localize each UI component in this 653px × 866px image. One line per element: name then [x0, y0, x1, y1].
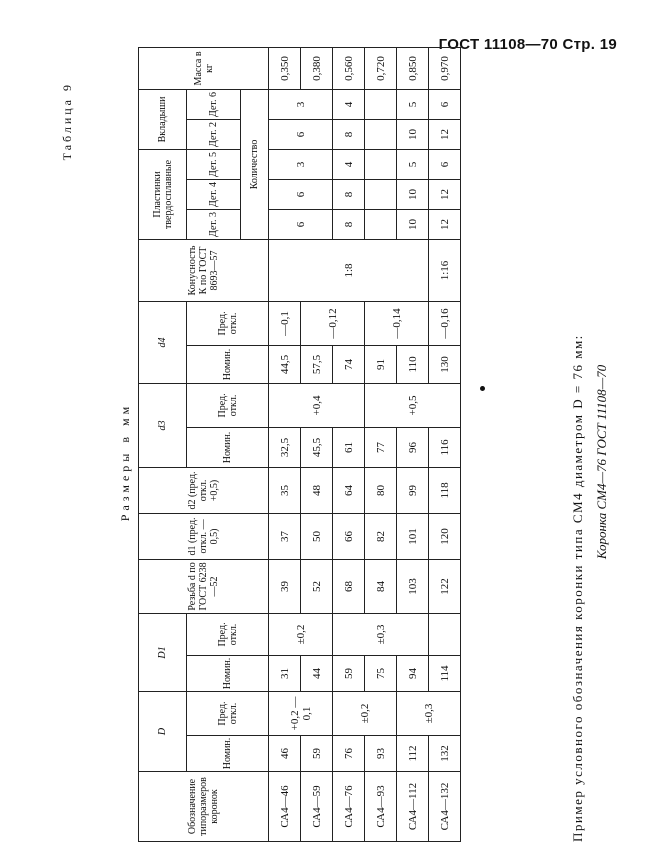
cell-thread: 39 — [269, 559, 301, 613]
cell-designation: СА4—46 — [269, 772, 301, 842]
cell-d4-dev: —0,1 — [269, 301, 301, 345]
header-d3: d3 — [139, 383, 187, 467]
cell-det2: 8 — [333, 119, 365, 149]
cell-det3: 8 — [333, 209, 365, 239]
cell-D1: 44 — [301, 655, 333, 691]
cell-D-dev: +0,2 —0,1 — [269, 691, 333, 735]
cell-d1: 101 — [397, 513, 429, 559]
cell-det5 — [365, 149, 397, 179]
table-number: Таблица 9 — [60, 82, 74, 161]
cell-d3: 45,5 — [301, 427, 333, 467]
cell-det6: 6 — [429, 89, 461, 119]
cell-D-dev: ±0,3 — [397, 691, 461, 735]
cell-det3: 12 — [429, 209, 461, 239]
header-D1-nom: Номин. — [187, 655, 269, 691]
cell-det3 — [365, 209, 397, 239]
cell-d2: 35 — [269, 467, 301, 513]
cell-det2: 10 — [397, 119, 429, 149]
header-d4-nom: Номин. — [187, 345, 269, 383]
cell-taper: 1:16 — [429, 239, 461, 301]
cell-d3: 32,5 — [269, 427, 301, 467]
cell-D1: 75 — [365, 655, 397, 691]
cell-D1: 94 — [397, 655, 429, 691]
cell-d4: 74 — [333, 345, 365, 383]
cell-d1: 66 — [333, 513, 365, 559]
cell-thread: 84 — [365, 559, 397, 613]
cell-det4 — [365, 179, 397, 209]
header-D1-dev: Пред. откл. — [187, 613, 269, 655]
cell-mass: 0,350 — [269, 47, 301, 89]
cell-det3: 6 — [269, 209, 333, 239]
cell-d4-dev: —0,14 — [365, 301, 429, 345]
table-row — [333, 47, 365, 841]
cell-det6: 5 — [397, 89, 429, 119]
example-designation: Коронка СМ4—76 ГОСТ 11108—70 — [594, 364, 609, 560]
cell-det5: 4 — [333, 149, 365, 179]
cell-d4: 44,5 — [269, 345, 301, 383]
header-det3: Дет. 3 — [187, 209, 241, 239]
page-header: ГОСТ 11108—70 Стр. 19 — [438, 36, 617, 53]
header-D1: D1 — [139, 613, 187, 691]
cell-thread: 122 — [429, 559, 461, 613]
cell-mass: 0,560 — [333, 47, 365, 89]
cell-D: 132 — [429, 736, 461, 772]
cell-det6 — [365, 89, 397, 119]
cell-taper: 1:8 — [269, 239, 429, 301]
cell-d3: 77 — [365, 427, 397, 467]
cell-d2: 99 — [397, 467, 429, 513]
header-d1: d1 (пред. откл. —0,5) — [139, 513, 269, 559]
cell-d3-dev: +0,5 — [365, 383, 461, 427]
cell-det5: 5 — [397, 149, 429, 179]
cell-det2: 12 — [429, 119, 461, 149]
cell-D: 76 — [333, 736, 365, 772]
cell-designation: СА4—76 — [333, 772, 365, 842]
header-d3-dev: Пред. откл. — [187, 383, 269, 427]
cell-thread: 68 — [333, 559, 365, 613]
specification-table — [138, 47, 461, 842]
header-quantity: Количество — [241, 89, 269, 239]
cell-D-dev: ±0,2 — [333, 691, 397, 735]
table-row — [397, 47, 429, 841]
cell-D: 93 — [365, 736, 397, 772]
header-d4-dev: Пред. откл. — [187, 301, 269, 345]
cell-d1: 82 — [365, 513, 397, 559]
cell-d3-dev: +0,4 — [269, 383, 365, 427]
cell-det4: 12 — [429, 179, 461, 209]
cell-det5: 6 — [429, 149, 461, 179]
cell-d1: 120 — [429, 513, 461, 559]
cell-mass: 0,720 — [365, 47, 397, 89]
cell-d3: 96 — [397, 427, 429, 467]
cell-d4: 110 — [397, 345, 429, 383]
cell-D: 46 — [269, 736, 301, 772]
cell-d3: 61 — [333, 427, 365, 467]
ink-mark — [480, 386, 485, 391]
cell-d4: 57,5 — [301, 345, 333, 383]
cell-thread: 103 — [397, 559, 429, 613]
cell-designation: СА4—59 — [301, 772, 333, 842]
cell-d3: 116 — [429, 427, 461, 467]
units-caption: Размеры в мм — [118, 402, 132, 522]
header-designation: Обозначение типоразмеров коронок — [139, 772, 269, 842]
cell-designation: СА4—132 — [429, 772, 461, 842]
table-row — [269, 47, 301, 841]
cell-D: 59 — [301, 736, 333, 772]
header-det2: Дет. 2 — [187, 119, 241, 149]
cell-d1: 37 — [269, 513, 301, 559]
header-D: D — [139, 691, 187, 771]
header-inserts: Вкладыши — [139, 89, 187, 149]
cell-det2 — [365, 119, 397, 149]
header-D-dev: Пред. откл. — [187, 691, 269, 735]
rotated-table-block — [60, 51, 630, 842]
cell-D: 112 — [397, 736, 429, 772]
cell-designation: СА4—112 — [397, 772, 429, 842]
cell-D1-dev — [429, 613, 461, 655]
cell-det4: 6 — [269, 179, 333, 209]
cell-D1: 59 — [333, 655, 365, 691]
cell-det2: 6 — [269, 119, 333, 149]
header-d3-nom: Номин. — [187, 427, 269, 467]
cell-d2: 48 — [301, 467, 333, 513]
header-D-nom: Номин. — [187, 736, 269, 772]
cell-D1: 31 — [269, 655, 301, 691]
header-det6: Дет. 6 — [187, 89, 241, 119]
cell-mass: 0,380 — [301, 47, 333, 89]
cell-D1: 114 — [429, 655, 461, 691]
cell-thread: 52 — [301, 559, 333, 613]
header-det5: Дет. 5 — [187, 149, 241, 179]
example-text: Пример условного обозначения коронки типа СМ4 диаметром D = 76 мм: — [570, 334, 585, 842]
cell-det6: 4 — [333, 89, 365, 119]
cell-d4: 91 — [365, 345, 397, 383]
cell-D1-dev: ±0,3 — [333, 613, 429, 655]
cell-det4: 10 — [397, 179, 429, 209]
cell-d4-dev: —0,12 — [301, 301, 365, 345]
header-d2: d2 (пред. откл. +0,5) — [139, 467, 269, 513]
cell-d2: 118 — [429, 467, 461, 513]
cell-det4: 8 — [333, 179, 365, 209]
cell-det5: 3 — [269, 149, 333, 179]
cell-designation: СА4—93 — [365, 772, 397, 842]
header-d4: d4 — [139, 301, 187, 383]
cell-d4-dev: —0,16 — [429, 301, 461, 345]
cell-d2: 80 — [365, 467, 397, 513]
header-taper: Конусность К по ГОСТ 8693—57 — [139, 239, 269, 301]
cell-det3: 10 — [397, 209, 429, 239]
cell-det6: 3 — [269, 89, 333, 119]
header-plates: Пластинки твердосплавные — [139, 149, 187, 239]
cell-d2: 64 — [333, 467, 365, 513]
cell-mass: 0,850 — [397, 47, 429, 89]
cell-d4: 130 — [429, 345, 461, 383]
header-det4: Дет. 4 — [187, 179, 241, 209]
header-mass: Масса в кг — [139, 47, 269, 89]
cell-mass: 0,970 — [429, 47, 461, 89]
cell-D1-dev: ±0,2 — [269, 613, 333, 655]
cell-d1: 50 — [301, 513, 333, 559]
header-thread: Резьба d по ГОСТ 6238—52 — [139, 559, 269, 613]
